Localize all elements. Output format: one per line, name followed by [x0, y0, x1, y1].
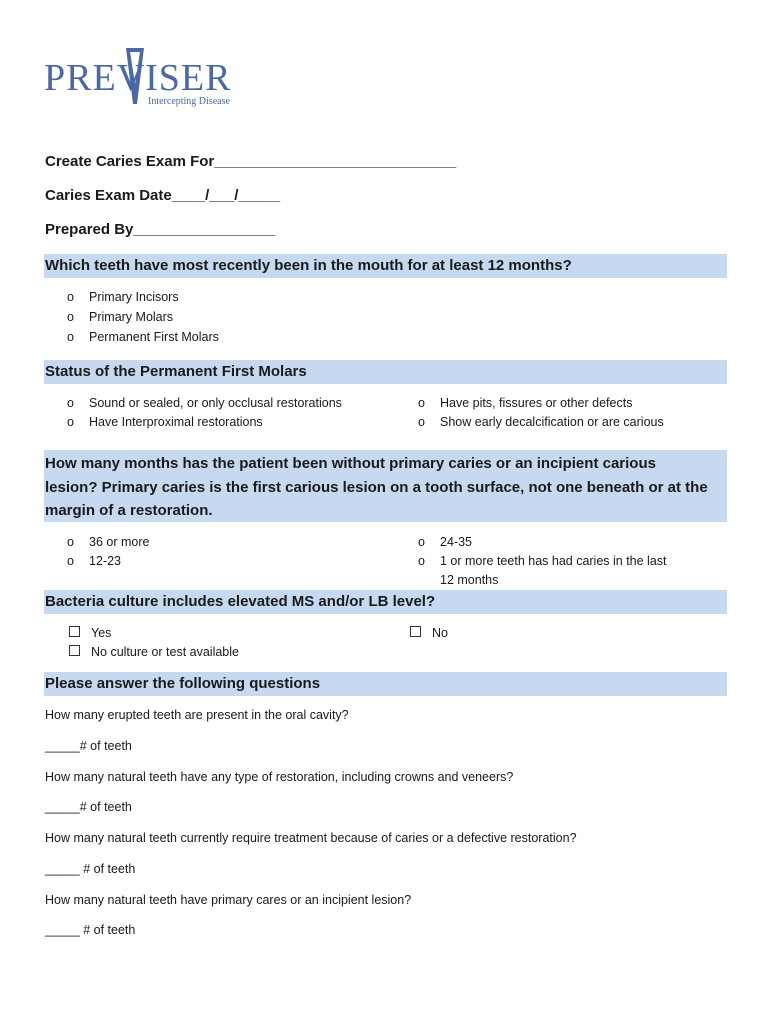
option-caries-last-12-months-cont: 12 months [440, 573, 499, 587]
question-restored-teeth: How many natural teeth have any type of restoration, including crowns and veneers? [45, 770, 514, 784]
radio-bullet-icon: o [67, 396, 74, 410]
section-months-without-caries-header: How many months has the patient been without primary caries or an incipient carious lesion? Primary caries is the first carious lesion on a tooth surface, not one beneath or at the margin of a restoration. [44, 450, 727, 522]
radio-bullet-icon: o [67, 554, 74, 568]
checkbox-yes[interactable]: Yes [69, 624, 111, 643]
option-pits-fissures[interactable]: o Have pits, fissures or other defects [418, 394, 632, 413]
option-primary-molars[interactable]: o Primary Molars [67, 308, 173, 327]
option-interproximal[interactable]: o Have Interproximal restorations [67, 413, 263, 432]
radio-bullet-icon: o [418, 535, 425, 549]
checkbox-icon[interactable] [410, 626, 421, 637]
checkbox-icon[interactable] [69, 645, 80, 656]
exam-date-line[interactable]: Caries Exam Date____/___/_____ [45, 187, 281, 204]
radio-bullet-icon: o [67, 310, 74, 324]
option-primary-incisors[interactable]: o Primary Incisors [67, 288, 179, 307]
option-36-or-more[interactable]: o 36 or more [67, 533, 149, 552]
create-exam-for-line[interactable]: Create Caries Exam For_____________________________ [45, 153, 457, 170]
prepared-by-line[interactable]: Prepared By_________________ [45, 221, 276, 238]
checkbox-no[interactable]: No [410, 624, 448, 643]
radio-bullet-icon: o [418, 554, 425, 568]
section-teeth-months-header: Which teeth have most recently been in the mouth for at least 12 months? [44, 254, 727, 278]
answer-primary-caries-teeth[interactable]: _____ # of teeth [45, 923, 136, 937]
radio-bullet-icon: o [67, 330, 74, 344]
previser-logo [44, 44, 254, 110]
option-sound-sealed[interactable]: o Sound or sealed, or only occlusal restorations [67, 394, 342, 413]
question-primary-caries-teeth: How many natural teeth have primary cares or an incipient lesion? [45, 893, 412, 907]
section-molar-status-header: Status of the Permanent First Molars [44, 360, 727, 384]
option-24-35[interactable]: o 24-35 [418, 533, 472, 552]
logo-text: PREVISER [44, 57, 232, 99]
checkbox-icon[interactable] [69, 626, 80, 637]
option-12-23[interactable]: o 12-23 [67, 552, 121, 571]
option-decalcification[interactable]: o Show early decalcification or are carious [418, 413, 664, 432]
answer-erupted-teeth[interactable]: _____# of teeth [45, 739, 132, 753]
section-bacteria-culture-header: Bacteria culture includes elevated MS and/or LB level? [44, 590, 727, 614]
radio-bullet-icon: o [67, 535, 74, 549]
radio-bullet-icon: o [67, 415, 74, 429]
logo-tagline: Intercepting Disease [148, 96, 230, 107]
radio-bullet-icon: o [67, 290, 74, 304]
radio-bullet-icon: o [418, 415, 425, 429]
answer-treatment-teeth[interactable]: _____ # of teeth [45, 862, 136, 876]
radio-bullet-icon: o [418, 396, 425, 410]
option-caries-last-12-months[interactable]: o 1 or more teeth has had caries in the last [418, 552, 667, 571]
question-treatment-teeth: How many natural teeth currently require treatment because of caries or a defective restoration? [45, 831, 577, 845]
answer-restored-teeth[interactable]: _____# of teeth [45, 800, 132, 814]
section-questions-header: Please answer the following questions [44, 672, 727, 696]
checkbox-no-culture[interactable]: No culture or test available [69, 643, 239, 662]
option-permanent-first-molars[interactable]: o Permanent First Molars [67, 328, 219, 347]
question-erupted-teeth: How many erupted teeth are present in the oral cavity? [45, 708, 349, 722]
